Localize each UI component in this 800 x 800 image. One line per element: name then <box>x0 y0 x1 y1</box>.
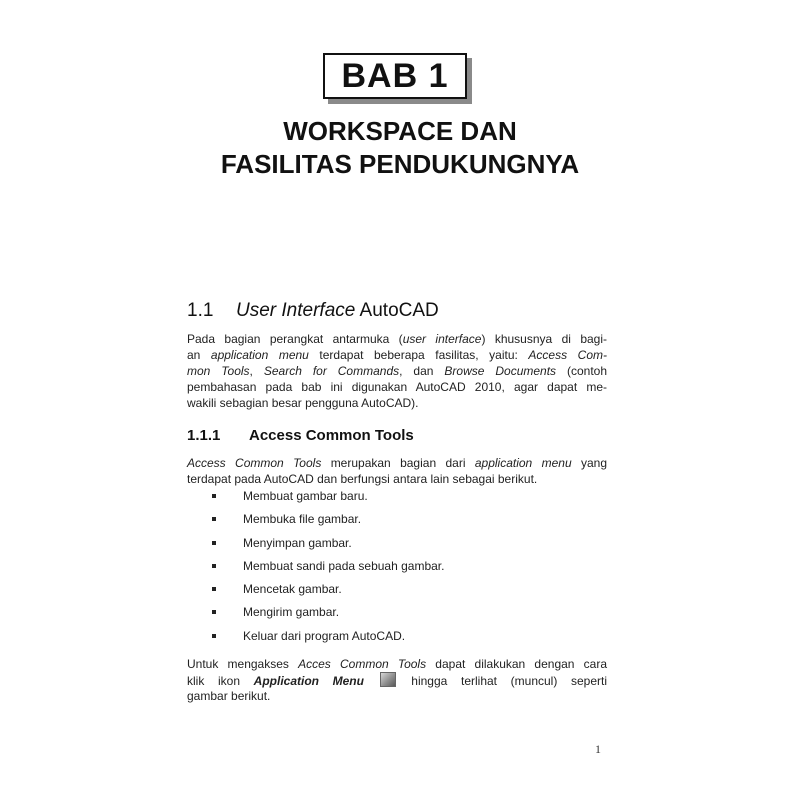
bullet-icon <box>212 564 216 568</box>
paragraph-line: Access Common Tools merupakan bagian dari application menu yang <box>187 456 608 470</box>
bullet-icon <box>212 634 216 638</box>
paragraph-line: wakili sebagian besar pengguna AutoCAD). <box>187 396 419 410</box>
document-page: BAB 1 WORKSPACE DAN FASILITAS PENDUKUNGNYA 1.1 User Interface AutoCAD Pada bagian perangkat antarmuka (user interface) khususnya di bagi- an application menu terdapat beberapa fasilitas, yaitu: Access Com- mon Tools, Search for Commands, dan Browse Documents (contoh pembahasan pada bab ini digunakan AutoCAD 2010, agar dapat me- wakili sebagian besar pengguna AutoCAD). 1.1.1 Access Common Tools Access Common Tools merupakan bagian dari application menu yang terdapat pada AutoCAD dan berfungsi antara lain sebagai berikut. Membuat gambar baru. Membuka file gambar. Menyimpan gambar. Membuat sandi pada sebuah gambar. Mencetak gambar. Mengirim gambar. Keluar dari program AutoCAD. Untuk mengakses Acces Common Tools dapat dilakukan dengan cara klik ikon Application Menu hingga terlihat (muncul) seperti gambar berikut. 1 <box>0 0 800 800</box>
chapter-label-box <box>323 53 467 99</box>
section-title-italic: User Interface <box>236 300 356 321</box>
paragraph-line: Untuk mengakses Acces Common Tools dapat dilakukan dengan cara <box>187 657 607 671</box>
paragraph-access-tools <box>187 455 607 487</box>
bullet-icon <box>212 587 216 591</box>
page-number: 1 <box>595 742 601 756</box>
bullet-icon <box>212 517 216 521</box>
chapter-title-line2: FASILITAS PENDUKUNGNYA <box>220 149 580 179</box>
paragraph-line: pembahasan pada bab ini digunakan AutoCAD 2010, agar dapat me- <box>187 380 607 394</box>
chapter-label: BAB 1 <box>341 56 449 95</box>
paragraph-line: terdapat pada AutoCAD dan berfungsi antara lain sebagai berikut. <box>187 472 538 486</box>
section-number: 1.1 <box>187 300 214 321</box>
subsection-title: Access Common Tools <box>249 427 414 444</box>
subsection-heading <box>187 427 414 444</box>
application-menu-icon <box>380 672 396 687</box>
chapter-title-line1: WORKSPACE DAN <box>283 116 517 146</box>
paragraph-access-instructions <box>187 656 607 704</box>
paragraph-intro <box>187 331 607 411</box>
bullet-icon <box>212 610 216 614</box>
section-title-rest: AutoCAD <box>355 300 439 321</box>
paragraph-line: gambar berikut. <box>187 689 271 703</box>
bullet-icon <box>212 494 216 498</box>
section-heading <box>187 300 439 322</box>
paragraph-line: klik ikon Application Menu hingga terlihat (muncul) seperti <box>187 674 607 688</box>
subsection-number: 1.1.1 <box>187 427 221 444</box>
paragraph-line: an application menu terdapat beberapa fasilitas, yaitu: Access Com- <box>187 348 607 362</box>
bullet-icon <box>212 541 216 545</box>
paragraph-line: Pada bagian perangkat antarmuka (user interface) khususnya di bagi- <box>187 332 608 346</box>
paragraph-line: mon Tools, Search for Commands, dan Browse Documents (contoh <box>187 364 608 378</box>
